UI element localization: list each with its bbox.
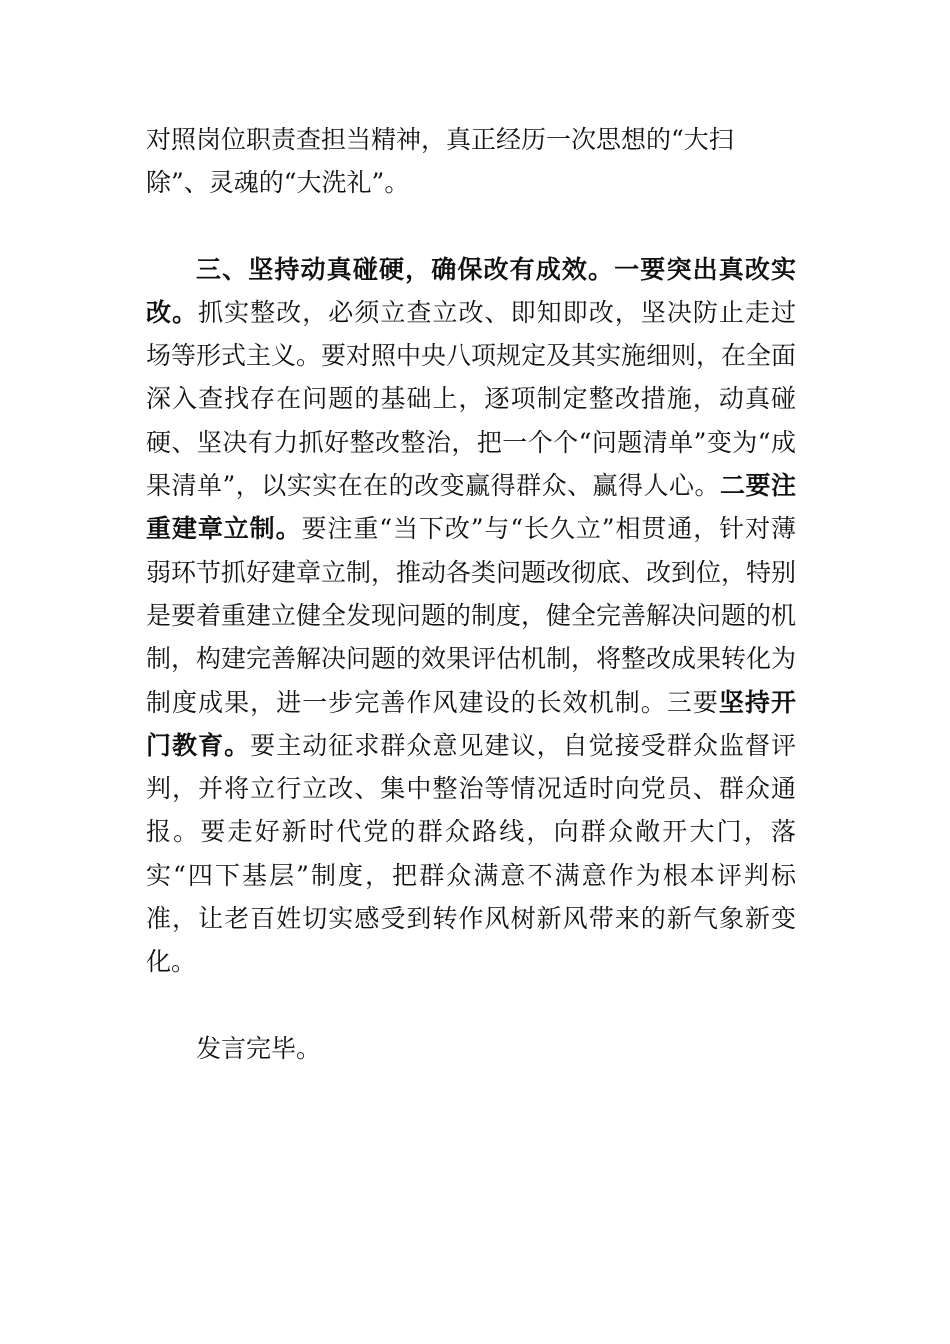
paragraph-closing	[146, 1027, 796, 1070]
text-segment: 对照岗位职责查担当精神，真正经历一次思想的“大扫	[146, 125, 734, 154]
paragraph-continuation	[146, 118, 796, 205]
paragraph-gap	[146, 205, 796, 248]
section-heading: 三、坚持动真碰硬，确保改有成效。一要突出真改实改。	[146, 254, 796, 327]
paragraph-section-three	[146, 248, 796, 984]
subheading-three: 坚持开门教育。	[146, 687, 796, 760]
document-page	[146, 118, 796, 1070]
closing-text: 发言完毕。	[196, 1033, 322, 1063]
text-segment: 抓实整改，必须立查立改、即知即改，坚决防止走过场等形式主义。要对照中央八项规定及其实施细则，在全面深入查找存在问题的基础上，逐项制定整改措施，动真碰硬、坚决有力抓好整改整治，把一个个“问题清单”变为“成果清单”，以实实在在的改变赢得群众、赢得人心。	[146, 297, 797, 501]
subheading-two: 二要注重建章立制。	[146, 471, 796, 544]
paragraph-gap	[146, 984, 796, 1027]
text-segment: 除”、灵魂的“大洗礼”。	[146, 168, 410, 198]
text-segment: 要注重“当下改”与“长久立”相贯通，针对薄弱环节抓好建章立制，推动各类问题改彻底、改到位，特别是要着重建立健全发现问题的制度，健全完善解决问题的机制，构建完善解决问题的效果评估机制，将整改成果转化为制度成果，进一步完善作风建设的长效机制。三要	[146, 514, 797, 717]
text-segment: 要主动征求群众意见建议，自觉接受群众监督评判，并将立行立改、集中整治等情况适时向党员、群众通报。要走好新时代党的群众路线，向群众敞开大门，落实“四下基层”制度，把群众满意不满意作为根本评判标准，让老百姓切实感受到转作风树新风带来的新气象新变化。	[146, 730, 796, 977]
